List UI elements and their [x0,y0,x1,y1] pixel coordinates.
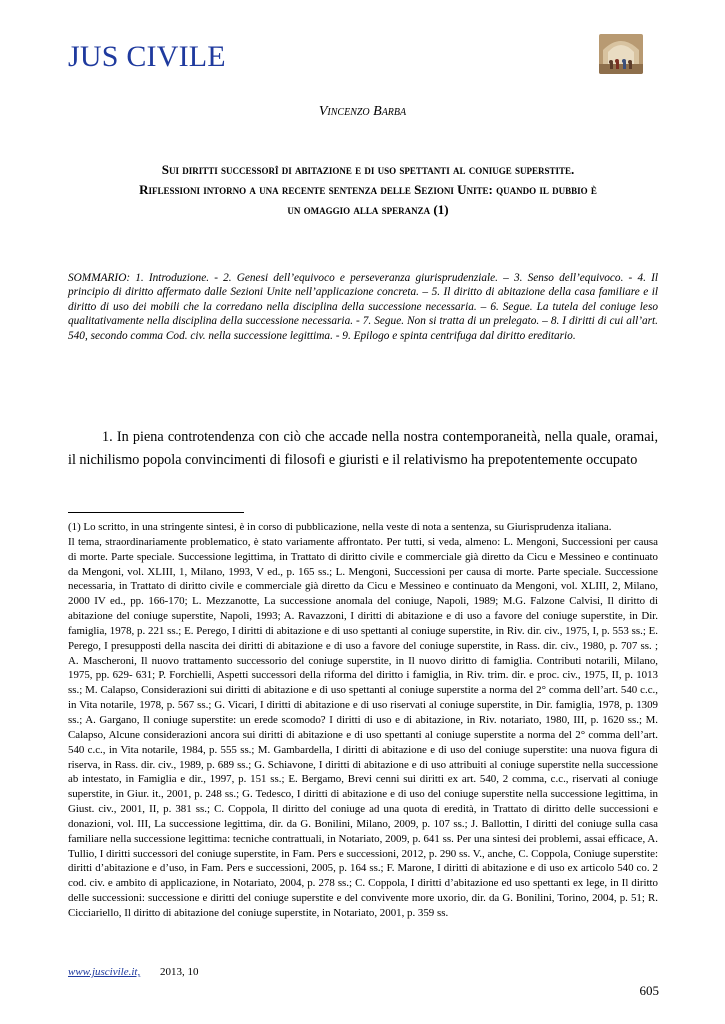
table-of-contents-summary: SOMMARIO: 1. Introduzione. - 2. Genesi dell’equivoco e perseveranza giurisprudenziale. – 3. Senso dell’equivoco. - 4. Il principio di diritto affermato dalle Sezioni Unite nell’applicazione concreta. – 5. Il diritto di abitazione della casa familiare e il diritto di uso dei mobili che la corredano nella disciplina della successione necessaria. – 6. Segue. La tutela del coniuge leso qualitativamente nella disciplina della successione necessaria. - 7. Segue. Non si tratta di un prelegato. – 8. I diritti di cui all’art. 540, secondo comma Cod. civ. nella successione legittima. - 9. Epilogo e spinta centrifuga dal diritto ereditario. [68,272,658,342]
article-title [68,160,668,220]
page-number: 605 [639,983,659,998]
footnote-divider [68,512,244,513]
body-paragraph: 1. In piena controtendenza con ciò che accade nella nostra contemporaneità, nella quale, oramai, il nichilismo popola convincimenti di filosofi e giuristi e il relativismo ha prepotentemente occupato [68,429,658,468]
article-title-line-3: un omaggio alla speranza (1) [287,202,449,217]
journal-title: JUS CIVILE [68,40,226,73]
footnote-1-references: Il tema, straordinariamente problematico, è stato variamente affrontato. Per tutti, si veda, almeno: L. Mengoni, Successioni per causa di morte. Parte speciale. Successione legittima, in Trattato di diritto civile e commerciale già diretto da Cicu e Messineo e continuato da Mengoni, vol. XLIII, 1, Milano, 1993, V ed., p. 165 ss.; L. Mengoni, Successioni per causa di morte. Parte speciale. Successione necessaria, in Trattato di diritto civile e commerciale già diretto da Cicu e Messineo e continuato da Mengoni, vol. XLIII, 2, Milano, 2000 IV ed., pp. 166-170; L. Mezzanotte, La successione anomala del coniuge, Napoli, 1989; M.G. Falzone Calvisi, Il diritto di abitazione del coniuge superstite, Napoli, 1993; A. Ravazzoni, I diritti di abitazione e di uso a favore del coniuge superstite, in Dir. famiglia, 1978, p. 221 ss.; E. Perego, I diritti di abitazione e di uso spettanti al coniuge superstite, in Riv. dir. civ., 1975, I, p. 553 ss.; E. Perego, I presupposti della nascita dei diritti di abitazione e di uso a favore del coniuge superstite, in Rass. dir. civ., 1980, p. 707 ss. ; A. Mascheroni, Il nuovo trattamento successorio del coniuge superstite, in Il nuovo diritto di famiglia. Contributi notarili, Milano, 1975, pp. 629- 631; P. Forchielli, Aspetti successori della riforma del diritto i famiglia, in Riv. trim. dir. e proc. civ., 1975, II, p. 1013 ss.; M. Calapso, Considerazioni sui diritti di abitazione e di uso spettanti al coniuge superstite a norma del 2° comma dell’art. 540 c.c., in Vita notarile, 1978, p. 567 ss.; G. Vicari, I diritti di abitazione e di uso riservati al coniuge superstite, in Dir. famiglia, 1978, p. 1309 ss.; A. Gargano, Il coniuge superstite: un erede scomodo? I diritti di uso e di abitazione, in Riv. notariato, 1980, III, p. 1620 ss.; M. Calapso, Alcune considerazioni ancora sui diritti di abitazione e di uso spettanti al coniuge superstite a norma del 2° comma dell’art. 540 c.c., in Vita notarile, 1984, p. 555 ss.; M. Gambardella, I diritti di abitazione e di uso del coniuge superstite: una nuova figura di riserva, in Rass. dir. civ., 1989, p. 689 ss.; G. Schiavone, I diritti di abitazione e di uso attribuiti al coniuge superstite nella successione ab intestato, in Famiglia e dir., 1997, p. 151 ss.; E. Bergamo, Brevi cenni sui diritti ex art. 540, 2 comma, c.c., riservati al coniuge superstite, in Giur. it., 2001, p. 248 ss.; G. Tedesco, I diritti di abitazione e di uso del coniuge superstite nella successione legittima, in Giust. civ., 2001, II, p. 381 ss.; C. Coppola, Il diritto del coniuge ad una quota di eredità, in Trattato di diritto delle successioni e donazioni, vol. III, La successione legittima, dir. da G. Bonilini, Milano, 2009, p. 107 ss.; J. Ballottin, I diritti del coniuge sulla casa familiare nella successione legittima: tecniche contrattuali, in Notariato, 2009, p. 641 ss. Per una sintesi dei problemi, assai efficace, A. Tullio, I diritti successori del coniuge superstite, in Fam. Pers e successioni, 2012, p. 290 ss. V., anche, C. Coppola, Coniuge superstite: diritti d’abitazione e d’uso, in Fam. Pers e successioni, 2005, p. 164 ss.; F. Marone, I diritti di abitazione e di uso ex articolo 540 co. 2 cod. civ. e ambito di applicazione, in Notariato, 2004, p. 278 ss.; C. Coppola, I diritti d’abitazione ed uso spettanti ex lege, in Il diritto delle successioni: successione e diritti del coniuge superstite e del convivente more uxorio, dir. da G. Bonilini, Torino, 2004, p. 51; R. Cicciariello, Il diritto di abitazione del coniuge superstite, in Notariato, 2001, p. 359 ss. [68,535,658,919]
classical-painting-logo-icon [599,34,643,74]
article-title-line-1: Sui diritti successorî di abitazione e di uso spettanti al coniuge superstite. [161,162,575,177]
footnote-1: (1) Lo scritto, in una stringente sintesi, è in corso di pubblicazione, nella veste di nota a sentenza, su Giurisprudenza italiana. [68,521,612,533]
journal-website-link[interactable]: www.juscivile.it, [68,966,141,978]
author-name: Vincenzo Barba [318,104,407,119]
footnotes [68,520,658,921]
issue-info: 2013, 10 [160,966,199,978]
article-title-line-2: Riflessioni intorno a una recente sentenza delle Sezioni Unite: quando il dubbio è [139,182,597,197]
